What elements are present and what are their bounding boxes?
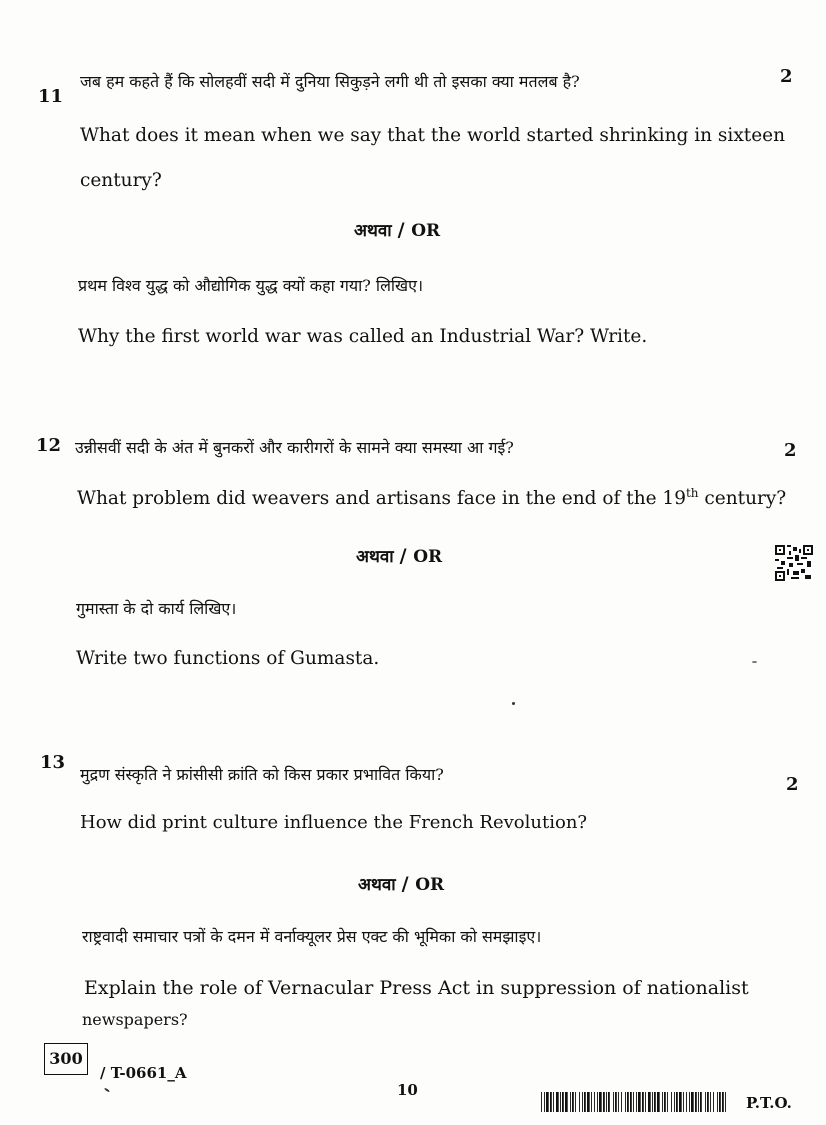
or-english: OR — [415, 875, 445, 895]
question-13-marks: 2 — [786, 774, 799, 795]
barcode-icon — [541, 1092, 727, 1112]
question-11-marks: 2 — [780, 66, 793, 87]
question-13-english: How did print culture influence the French Revolution? — [80, 812, 588, 833]
question-13-alternative-hindi: राष्ट्रवादी समाचार पत्रों के दमन में वर्नाक्यूलर प्रेस एक्ट की भूमिका को समझाइए। — [82, 927, 542, 946]
question-13-alternative-english-line2: newspapers? — [82, 1010, 188, 1029]
question-13-alternative-english-line1: Explain the role of Vernacular Press Act in suppression of nationalist — [84, 977, 749, 999]
question-13-or-separator: अथवा / OR — [358, 873, 445, 895]
or-english: OR — [413, 547, 443, 567]
question-12-english-tail: century? — [698, 488, 787, 510]
footer-page-number: 10 — [397, 1081, 418, 1099]
question-11-english-line1: What does it mean when we say that the world started shrinking in sixteen — [80, 125, 786, 146]
question-11-number: 11 — [38, 86, 64, 107]
question-11-hindi: जब हम कहते हैं कि सोलहवीं सदी में दुनिया सिकुड़ने लगी थी तो इसका क्या मतलब है? — [80, 72, 580, 91]
or-hindi: अथवा — [358, 875, 396, 895]
question-12-hindi: उन्नीसवीं सदी के अंत में बुनकरों और कारीगरों के सामने क्या समस्या आ गई? — [75, 438, 514, 457]
question-12-marks: 2 — [784, 440, 797, 461]
question-11-or-separator: अथवा / OR — [354, 219, 441, 241]
qr-code-icon — [775, 545, 813, 581]
question-13-number: 13 — [40, 752, 66, 773]
question-13-hindi: मुद्रण संस्कृति ने फ्रांसीसी क्रांति को किस प्रकार प्रभावित किया? — [80, 765, 444, 784]
question-11-alternative-hindi: प्रथम विश्व युद्ध को औद्योगिक युद्ध क्यों कहा गया? लिखिए। — [78, 276, 424, 295]
question-12-alternative-hindi: गुमास्ता के दो कार्य लिखिए। — [76, 599, 237, 618]
or-english: OR — [411, 221, 441, 241]
footer-box-code: 300 — [44, 1043, 88, 1075]
question-12-english — [77, 486, 786, 509]
question-11-alternative-english: Why the first world war was called an Industrial War? Write. — [78, 326, 648, 347]
superscript-th: th — [685, 486, 699, 500]
question-11-english-line2: century? — [80, 170, 162, 191]
or-hindi: अथवा — [354, 221, 392, 241]
footer-pto: P.T.O. — [746, 1094, 792, 1112]
question-12-or-separator: अथवा / OR — [356, 545, 443, 567]
footer-paper-code: / T-0661_A — [100, 1064, 187, 1082]
or-hindi: अथवा — [356, 547, 394, 567]
question-12-alternative-english: Write two functions of Gumasta. — [76, 648, 380, 669]
question-12-english-text: What problem did weavers and artisans face in the end of the 19 — [77, 488, 686, 510]
question-12-number: 12 — [36, 435, 62, 456]
